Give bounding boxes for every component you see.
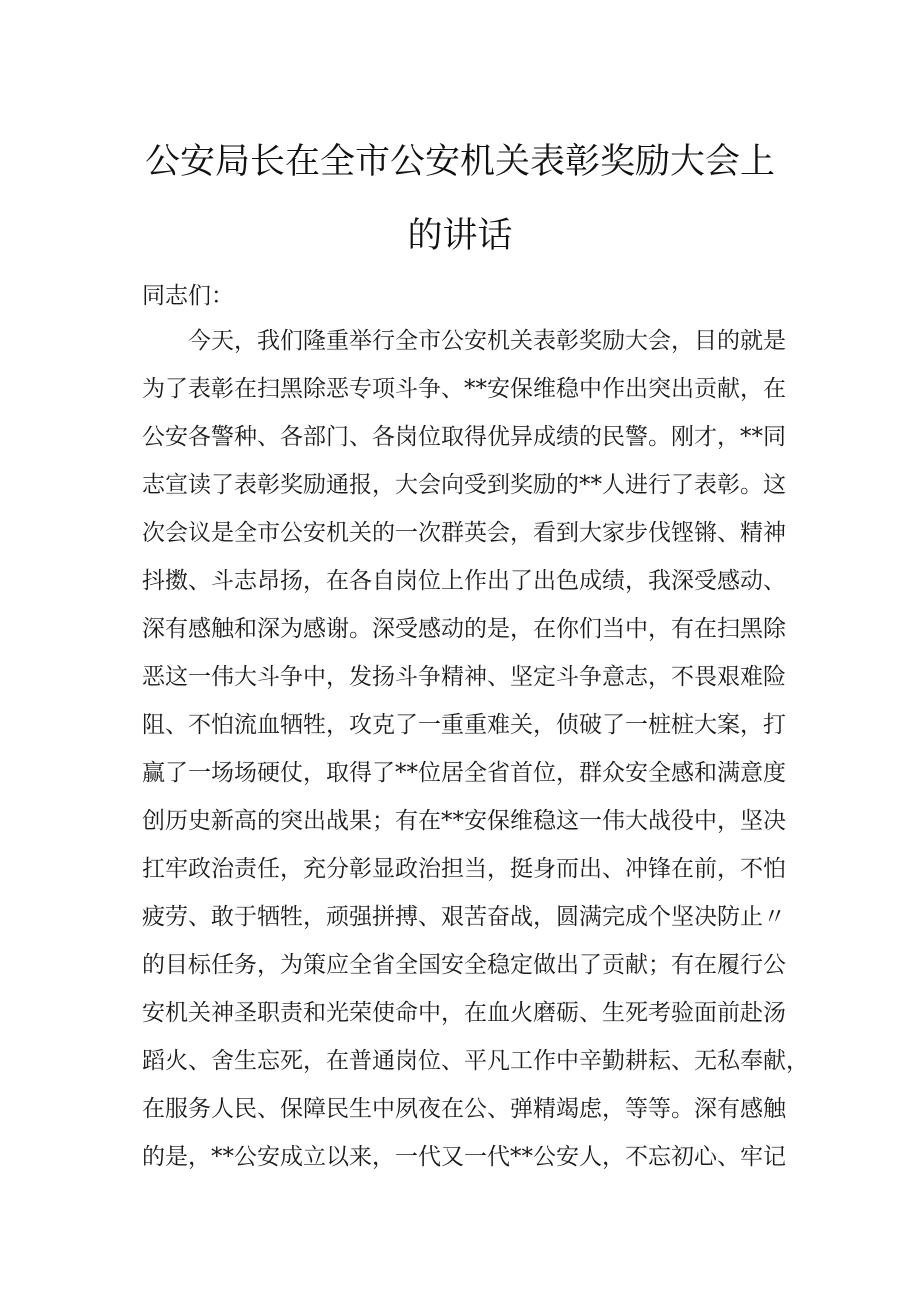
paragraph-line: 公安各警种、各部门、各岗位取得优异成绩的民警。刚才，**同 (142, 424, 786, 450)
salutation: 同志们： (142, 283, 234, 309)
paragraph-line: 阻、不怕流血牺牲，攻克了一重重难关，侦破了一桩桩大案，打 (142, 712, 786, 738)
paragraph-line: 抖擞、斗志昂扬，在各自岗位上作出了出色成绩，我深受感动、 (142, 568, 786, 594)
paragraph-line: 为了表彰在扫黑除恶专项斗争、**安保维稳中作出突出贡献，在 (142, 376, 786, 402)
paragraph-line: 次会议是全市公安机关的一次群英会，看到大家步伐铿锵、精神 (142, 520, 786, 546)
paragraph-line: 的目标任务，为策应全省全国安全稳定做出了贡献；有在履行公 (142, 952, 786, 978)
paragraph-line: 志宣读了表彰奖励通报，大会向受到奖励的**人进行了表彰。这 (142, 472, 786, 498)
paragraph-line: 今天，我们隆重举行全市公安机关表彰奖励大会，目的就是 (188, 328, 786, 354)
paragraph-line: 深有感触和深为感谢。深受感动的是，在你们当中，有在扫黑除 (142, 616, 786, 642)
paragraph-line: 恶这一伟大斗争中，发扬斗争精神、坚定斗争意志，不畏艰难险 (142, 664, 786, 690)
paragraph-line: 在服务人民、保障民生中夙夜在公、弹精竭虑，等等。深有感触 (142, 1096, 786, 1122)
paragraph-line: 的是，**公安成立以来，一代又一代**公安人，不忘初心、牢记 (142, 1144, 786, 1170)
paragraph-line: 扛牢政治责任，充分彰显政治担当，挺身而出、冲锋在前，不怕 (142, 856, 786, 882)
paragraph-line: 疲劳、敢于牺牲，顽强拼搏、艰苦奋战，圆满完成个坚决防止〃 (142, 904, 786, 930)
paragraph-line: 蹈火、舍生忘死，在普通岗位、平凡工作中辛勤耕耘、无私奉献， (142, 1048, 809, 1074)
paragraph-line: 安机关神圣职责和光荣使命中，在血火磨砺、生死考验面前赴汤 (142, 1000, 786, 1026)
document-title-line-2: 的讲话 (407, 216, 513, 256)
paragraph-line: 赢了一场场硬仗，取得了**位居全省首位，群众安全感和满意度 (142, 760, 786, 786)
document-title-line-1: 公安局长在全市公安机关表彰奖励大会上 (144, 142, 775, 182)
paragraph-line: 创历史新高的突出战果；有在**安保维稳这一伟大战役中，坚决 (142, 808, 786, 834)
